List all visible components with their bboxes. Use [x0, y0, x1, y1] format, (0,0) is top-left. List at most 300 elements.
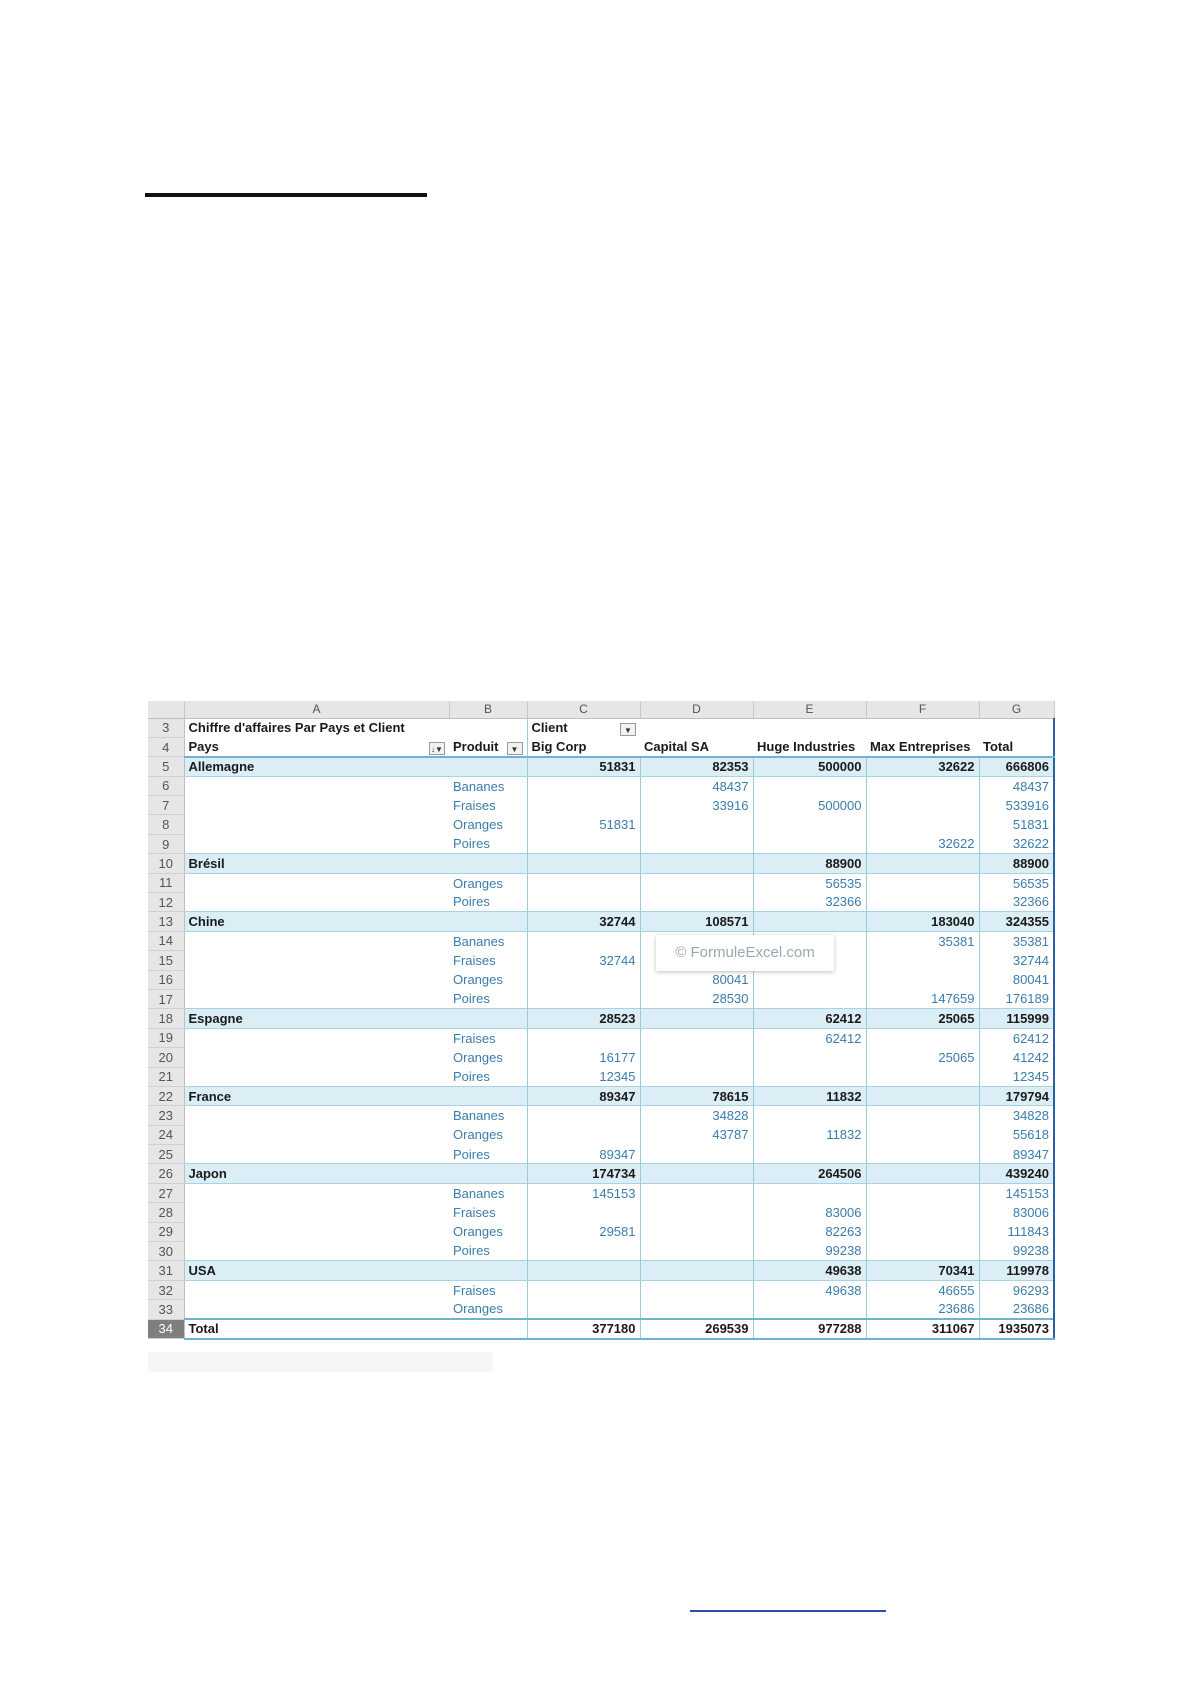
value-cell[interactable]	[640, 1009, 753, 1028]
value-cell[interactable]: 32366	[753, 893, 866, 912]
value-cell[interactable]	[640, 1261, 753, 1280]
country-cell[interactable]: USA	[184, 1261, 449, 1280]
product-cell[interactable]: Oranges	[449, 1048, 527, 1067]
value-cell[interactable]	[640, 1164, 753, 1183]
empty-cell[interactable]	[449, 1009, 527, 1028]
value-cell[interactable]: 32622	[866, 834, 979, 853]
empty-cell[interactable]	[184, 1106, 449, 1125]
value-cell[interactable]	[866, 1183, 979, 1202]
pays-label: Pays	[188, 738, 219, 754]
product-row	[148, 893, 1054, 912]
value-cell[interactable]	[640, 1280, 753, 1299]
row-number[interactable]: 32	[148, 1280, 184, 1299]
value-cell[interactable]: 89347	[527, 1145, 640, 1164]
product-cell[interactable]: Poires	[449, 1067, 527, 1086]
value-cell[interactable]: 32744	[527, 951, 640, 970]
row-number[interactable]: 7	[148, 796, 184, 815]
row-number[interactable]: 24	[148, 1125, 184, 1144]
value-cell[interactable]	[753, 1106, 866, 1125]
total-value-cell[interactable]: 48437	[979, 776, 1054, 795]
total-value-cell[interactable]: 62412	[979, 1028, 1054, 1047]
product-row	[148, 815, 1054, 834]
row-number[interactable]: 21	[148, 1067, 184, 1086]
product-cell[interactable]: Fraises	[449, 951, 527, 970]
product-cell[interactable]: Oranges	[449, 970, 527, 989]
empty-cell[interactable]	[184, 1242, 449, 1261]
product-cell[interactable]: Poires	[449, 1145, 527, 1164]
pivot-header-row	[148, 737, 1054, 756]
empty-cell[interactable]	[449, 1261, 527, 1280]
value-cell[interactable]: 51831	[527, 815, 640, 834]
empty-cell[interactable]	[449, 757, 527, 776]
product-cell[interactable]: Fraises	[449, 1280, 527, 1299]
value-cell[interactable]	[866, 1145, 979, 1164]
product-row	[148, 1145, 1054, 1164]
product-cell[interactable]: Bananes	[449, 776, 527, 795]
value-cell[interactable]: 33916	[640, 796, 753, 815]
value-cell[interactable]	[640, 854, 753, 873]
value-cell[interactable]	[866, 1106, 979, 1125]
empty-cell[interactable]	[184, 1222, 449, 1241]
value-cell[interactable]	[640, 1242, 753, 1261]
product-cell[interactable]: Fraises	[449, 1028, 527, 1047]
product-cell[interactable]: Bananes	[449, 1106, 527, 1125]
value-cell[interactable]: 183040	[866, 912, 979, 931]
value-cell[interactable]	[640, 873, 753, 892]
column-header-b[interactable]: B	[449, 701, 527, 718]
value-cell[interactable]	[640, 893, 753, 912]
value-cell[interactable]	[527, 1261, 640, 1280]
total-value-cell[interactable]: 32622	[979, 834, 1054, 853]
value-cell[interactable]: 99238	[753, 1242, 866, 1261]
column-header-e[interactable]: E	[753, 701, 866, 718]
value-cell[interactable]: 25065	[866, 1048, 979, 1067]
value-cell[interactable]: 977288	[753, 1319, 866, 1338]
value-cell[interactable]	[866, 1125, 979, 1144]
empty-cell[interactable]	[866, 718, 979, 737]
client-field-header[interactable]	[527, 718, 640, 737]
value-cell[interactable]	[527, 1203, 640, 1222]
product-cell[interactable]: Bananes	[449, 1183, 527, 1202]
value-cell[interactable]	[527, 776, 640, 795]
value-cell[interactable]: 11832	[753, 1086, 866, 1105]
total-value-cell[interactable]: 80041	[979, 970, 1054, 989]
value-cell[interactable]: 500000	[753, 757, 866, 776]
empty-cell[interactable]	[184, 1203, 449, 1222]
row-number[interactable]: 30	[148, 1242, 184, 1261]
country-cell[interactable]: Total	[184, 1319, 449, 1338]
value-cell[interactable]	[866, 815, 979, 834]
total-value-cell[interactable]: 439240	[979, 1164, 1054, 1183]
empty-cell[interactable]	[184, 873, 449, 892]
row-number[interactable]: 11	[148, 873, 184, 892]
value-cell[interactable]	[866, 1086, 979, 1105]
empty-cell[interactable]	[184, 796, 449, 815]
value-cell[interactable]	[753, 1145, 866, 1164]
empty-cell[interactable]	[449, 912, 527, 931]
value-cell[interactable]	[640, 815, 753, 834]
row-number[interactable]: 31	[148, 1261, 184, 1280]
empty-cell[interactable]	[753, 718, 866, 737]
value-cell[interactable]: 88900	[753, 854, 866, 873]
pivot-title-row	[148, 718, 1054, 737]
row-number[interactable]: 14	[148, 931, 184, 950]
value-cell[interactable]: 80041	[640, 970, 753, 989]
value-cell[interactable]	[640, 1028, 753, 1047]
product-cell[interactable]: Poires	[449, 834, 527, 853]
row-number[interactable]: 26	[148, 1164, 184, 1183]
value-cell[interactable]: 70341	[866, 1261, 979, 1280]
row-number[interactable]: 6	[148, 776, 184, 795]
column-header-row	[148, 701, 1054, 718]
country-cell[interactable]: Espagne	[184, 1009, 449, 1028]
value-cell[interactable]	[527, 931, 640, 950]
total-value-cell[interactable]: 119978	[979, 1261, 1054, 1280]
row-number[interactable]: 5	[148, 757, 184, 776]
value-cell[interactable]	[527, 1300, 640, 1319]
row-number[interactable]: 27	[148, 1183, 184, 1202]
product-row	[148, 931, 1054, 950]
row-number[interactable]: 13	[148, 912, 184, 931]
value-cell[interactable]	[866, 873, 979, 892]
row-number[interactable]: 22	[148, 1086, 184, 1105]
empty-cell[interactable]	[184, 970, 449, 989]
product-cell[interactable]: Oranges	[449, 1222, 527, 1241]
row-number[interactable]: 18	[148, 1009, 184, 1028]
country-subtotal-row	[148, 912, 1054, 931]
product-row	[148, 873, 1054, 892]
total-value-cell[interactable]: 23686	[979, 1300, 1054, 1319]
value-cell[interactable]: 82353	[640, 757, 753, 776]
total-value-cell[interactable]: 115999	[979, 1009, 1054, 1028]
total-value-cell[interactable]: 41242	[979, 1048, 1054, 1067]
value-cell[interactable]	[527, 854, 640, 873]
row-number[interactable]: 8	[148, 815, 184, 834]
country-subtotal-row	[148, 1164, 1054, 1183]
watermark: © FormuleExcel.com	[656, 935, 834, 971]
empty-cell[interactable]	[184, 1125, 449, 1144]
value-cell[interactable]: 82263	[753, 1222, 866, 1241]
value-cell[interactable]	[640, 1300, 753, 1319]
value-cell[interactable]	[527, 970, 640, 989]
value-cell[interactable]: 11832	[753, 1125, 866, 1144]
value-cell[interactable]	[527, 1280, 640, 1299]
row-number[interactable]: 4	[148, 737, 184, 756]
country-cell[interactable]: Japon	[184, 1164, 449, 1183]
client-header-max-entreprises[interactable]: Max Entreprises	[866, 737, 979, 756]
empty-cell[interactable]	[449, 1086, 527, 1105]
total-value-cell[interactable]: 32366	[979, 893, 1054, 912]
empty-cell[interactable]	[449, 1319, 527, 1338]
value-cell[interactable]: 49638	[753, 1280, 866, 1299]
column-header-f[interactable]: F	[866, 701, 979, 718]
value-cell[interactable]: 46655	[866, 1280, 979, 1299]
value-cell[interactable]: 78615	[640, 1086, 753, 1105]
country-cell[interactable]: Brésil	[184, 854, 449, 873]
total-column-header[interactable]: Total	[979, 737, 1054, 756]
empty-cell[interactable]	[184, 893, 449, 912]
total-value-cell[interactable]: 111843	[979, 1222, 1054, 1241]
column-header-d[interactable]: D	[640, 701, 753, 718]
product-cell[interactable]: Poires	[449, 893, 527, 912]
total-value-cell[interactable]: 145153	[979, 1183, 1054, 1202]
empty-cell[interactable]	[184, 834, 449, 853]
country-cell[interactable]: Chine	[184, 912, 449, 931]
value-cell[interactable]	[640, 1222, 753, 1241]
row-number[interactable]: 16	[148, 970, 184, 989]
value-cell[interactable]: 51831	[527, 757, 640, 776]
product-row	[148, 1280, 1054, 1299]
value-cell[interactable]: 16177	[527, 1048, 640, 1067]
empty-cell[interactable]	[449, 718, 527, 737]
row-number[interactable]: 33	[148, 1300, 184, 1319]
product-cell[interactable]: Bananes	[449, 931, 527, 950]
link-underline	[690, 1610, 886, 1612]
value-cell[interactable]	[753, 776, 866, 795]
value-cell[interactable]	[753, 815, 866, 834]
value-cell[interactable]	[527, 1125, 640, 1144]
value-cell[interactable]	[866, 1067, 979, 1086]
value-cell[interactable]	[527, 1106, 640, 1125]
value-cell[interactable]: 28530	[640, 989, 753, 1008]
value-cell[interactable]: 147659	[866, 989, 979, 1008]
chevron-down-icon[interactable]: ▼	[620, 723, 636, 736]
product-cell[interactable]: Oranges	[449, 1300, 527, 1319]
empty-cell[interactable]	[184, 931, 449, 950]
client-header-capital-sa[interactable]: Capital SA	[640, 737, 753, 756]
row-number[interactable]: 25	[148, 1145, 184, 1164]
product-row	[148, 1125, 1054, 1144]
country-subtotal-row	[148, 1009, 1054, 1028]
chevron-down-icon[interactable]: ▼	[507, 742, 523, 755]
pivot-grid	[148, 701, 1055, 1340]
total-value-cell[interactable]: 51831	[979, 815, 1054, 834]
value-cell[interactable]: 49638	[753, 1261, 866, 1280]
value-cell[interactable]: 108571	[640, 912, 753, 931]
total-value-cell[interactable]: 533916	[979, 796, 1054, 815]
product-cell[interactable]: Poires	[449, 1242, 527, 1261]
empty-cell[interactable]	[184, 1145, 449, 1164]
value-cell[interactable]: 12345	[527, 1067, 640, 1086]
value-cell[interactable]: 43787	[640, 1125, 753, 1144]
product-cell[interactable]: Poires	[449, 989, 527, 1008]
value-cell[interactable]	[640, 1183, 753, 1202]
client-header-big-corp[interactable]: Big Corp	[527, 737, 640, 756]
product-row	[148, 989, 1054, 1008]
value-cell[interactable]	[866, 854, 979, 873]
empty-cell[interactable]	[449, 1164, 527, 1183]
empty-cell[interactable]	[640, 718, 753, 737]
total-value-cell[interactable]: 88900	[979, 854, 1054, 873]
value-cell[interactable]	[866, 893, 979, 912]
value-cell[interactable]	[753, 912, 866, 931]
product-row	[148, 1222, 1054, 1241]
pivot-title[interactable]: Chiffre d'affaires Par Pays et Client	[188, 720, 405, 736]
row-number[interactable]: 34	[148, 1319, 184, 1338]
product-cell[interactable]: Oranges	[449, 1125, 527, 1144]
value-cell[interactable]	[753, 1183, 866, 1202]
row-number[interactable]: 29	[148, 1222, 184, 1241]
value-cell[interactable]	[866, 1164, 979, 1183]
grand-total-row	[148, 1319, 1054, 1338]
column-header-a[interactable]: A	[184, 701, 449, 718]
value-cell[interactable]: 62412	[753, 1009, 866, 1028]
select-all-corner[interactable]	[148, 701, 184, 718]
value-cell[interactable]	[866, 1222, 979, 1241]
value-cell[interactable]: 28523	[527, 1009, 640, 1028]
value-cell[interactable]	[640, 1145, 753, 1164]
row-number[interactable]: 15	[148, 951, 184, 970]
value-cell[interactable]	[753, 970, 866, 989]
value-cell[interactable]	[753, 1067, 866, 1086]
total-value-cell[interactable]: 324355	[979, 912, 1054, 931]
value-cell[interactable]	[527, 989, 640, 1008]
value-cell[interactable]	[753, 989, 866, 1008]
faded-area	[148, 1352, 493, 1372]
value-cell[interactable]	[753, 1300, 866, 1319]
total-value-cell[interactable]: 35381	[979, 931, 1054, 950]
empty-cell[interactable]	[184, 1028, 449, 1047]
value-cell[interactable]	[866, 796, 979, 815]
row-number[interactable]: 20	[148, 1048, 184, 1067]
empty-cell[interactable]	[979, 718, 1054, 737]
column-header-g[interactable]: G	[979, 701, 1054, 718]
value-cell[interactable]	[866, 951, 979, 970]
value-cell[interactable]	[527, 893, 640, 912]
value-cell[interactable]	[640, 1067, 753, 1086]
row-number[interactable]: 17	[148, 989, 184, 1008]
empty-cell[interactable]	[184, 1067, 449, 1086]
value-cell[interactable]	[753, 834, 866, 853]
product-row	[148, 1106, 1054, 1125]
value-cell[interactable]: 89347	[527, 1086, 640, 1105]
row-number[interactable]: 28	[148, 1203, 184, 1222]
product-row	[148, 1067, 1054, 1086]
column-header-c[interactable]: C	[527, 701, 640, 718]
country-subtotal-row	[148, 1086, 1054, 1105]
value-cell[interactable]: 377180	[527, 1319, 640, 1338]
row-number[interactable]: 9	[148, 834, 184, 853]
value-cell[interactable]: 29581	[527, 1222, 640, 1241]
empty-cell[interactable]	[184, 1183, 449, 1202]
client-header-huge-industries[interactable]: Huge Industries	[753, 737, 866, 756]
product-row	[148, 796, 1054, 815]
country-subtotal-row	[148, 854, 1054, 873]
pivot-table-screenshot	[148, 701, 1054, 1346]
row-number[interactable]: 3	[148, 718, 184, 737]
title-underline	[145, 193, 427, 197]
value-cell[interactable]: 264506	[753, 1164, 866, 1183]
value-cell[interactable]	[866, 776, 979, 795]
value-cell[interactable]: 500000	[753, 796, 866, 815]
value-cell[interactable]: 32622	[866, 757, 979, 776]
value-cell[interactable]	[640, 834, 753, 853]
product-row	[148, 1242, 1054, 1261]
value-cell[interactable]	[866, 1203, 979, 1222]
total-value-cell[interactable]: 12345	[979, 1067, 1054, 1086]
product-cell[interactable]: Oranges	[449, 815, 527, 834]
value-cell[interactable]: 35381	[866, 931, 979, 950]
empty-cell[interactable]	[184, 776, 449, 795]
value-cell[interactable]	[866, 970, 979, 989]
value-cell[interactable]: 145153	[527, 1183, 640, 1202]
value-cell[interactable]	[753, 1048, 866, 1067]
value-cell[interactable]	[527, 834, 640, 853]
total-value-cell[interactable]: 32744	[979, 951, 1054, 970]
country-cell[interactable]: France	[184, 1086, 449, 1105]
total-value-cell[interactable]: 83006	[979, 1203, 1054, 1222]
empty-cell[interactable]	[184, 1280, 449, 1299]
total-value-cell[interactable]: 89347	[979, 1145, 1054, 1164]
empty-cell[interactable]	[184, 951, 449, 970]
product-cell[interactable]: Fraises	[449, 796, 527, 815]
value-cell[interactable]	[866, 1242, 979, 1261]
value-cell[interactable]	[640, 1203, 753, 1222]
empty-cell[interactable]	[184, 1300, 449, 1319]
value-cell[interactable]	[527, 1242, 640, 1261]
value-cell[interactable]: 48437	[640, 776, 753, 795]
value-cell[interactable]	[527, 796, 640, 815]
country-subtotal-row	[148, 757, 1054, 776]
empty-cell[interactable]	[184, 1048, 449, 1067]
value-cell[interactable]: 269539	[640, 1319, 753, 1338]
value-cell[interactable]	[640, 1048, 753, 1067]
product-row	[148, 1048, 1054, 1067]
value-cell[interactable]: 83006	[753, 1203, 866, 1222]
value-cell[interactable]: 174734	[527, 1164, 640, 1183]
value-cell[interactable]	[527, 873, 640, 892]
value-cell[interactable]	[527, 1028, 640, 1047]
value-cell[interactable]	[866, 1028, 979, 1047]
sort-filter-icon[interactable]: ↓▼	[429, 742, 445, 755]
product-cell[interactable]: Fraises	[449, 1203, 527, 1222]
product-row	[148, 776, 1054, 795]
value-cell[interactable]: 56535	[753, 873, 866, 892]
total-value-cell[interactable]: 34828	[979, 1106, 1054, 1125]
total-value-cell[interactable]: 56535	[979, 873, 1054, 892]
empty-cell[interactable]	[184, 989, 449, 1008]
value-cell[interactable]: 311067	[866, 1319, 979, 1338]
value-cell[interactable]: 62412	[753, 1028, 866, 1047]
total-value-cell[interactable]: 179794	[979, 1086, 1054, 1105]
country-subtotal-row	[148, 1261, 1054, 1280]
product-row	[148, 970, 1054, 989]
produit-field-header[interactable]	[449, 737, 527, 756]
product-cell[interactable]: Oranges	[449, 873, 527, 892]
pays-field-header[interactable]	[184, 737, 449, 756]
total-value-cell[interactable]: 96293	[979, 1280, 1054, 1299]
empty-cell[interactable]	[449, 854, 527, 873]
row-number[interactable]: 12	[148, 893, 184, 912]
value-cell[interactable]: 32744	[527, 912, 640, 931]
value-cell[interactable]: 34828	[640, 1106, 753, 1125]
total-value-cell[interactable]: 666806	[979, 757, 1054, 776]
row-number[interactable]: 23	[148, 1106, 184, 1125]
total-value-cell[interactable]: 176189	[979, 989, 1054, 1008]
country-cell[interactable]: Allemagne	[184, 757, 449, 776]
empty-cell[interactable]	[184, 815, 449, 834]
total-value-cell[interactable]: 55618	[979, 1125, 1054, 1144]
product-row	[148, 1183, 1054, 1202]
total-value-cell[interactable]: 1935073	[979, 1319, 1054, 1338]
total-value-cell[interactable]: 99238	[979, 1242, 1054, 1261]
value-cell[interactable]: 23686	[866, 1300, 979, 1319]
product-row	[148, 1300, 1054, 1319]
value-cell[interactable]: 25065	[866, 1009, 979, 1028]
client-label: Client	[531, 719, 568, 735]
row-number[interactable]: 10	[148, 854, 184, 873]
row-number[interactable]: 19	[148, 1028, 184, 1047]
